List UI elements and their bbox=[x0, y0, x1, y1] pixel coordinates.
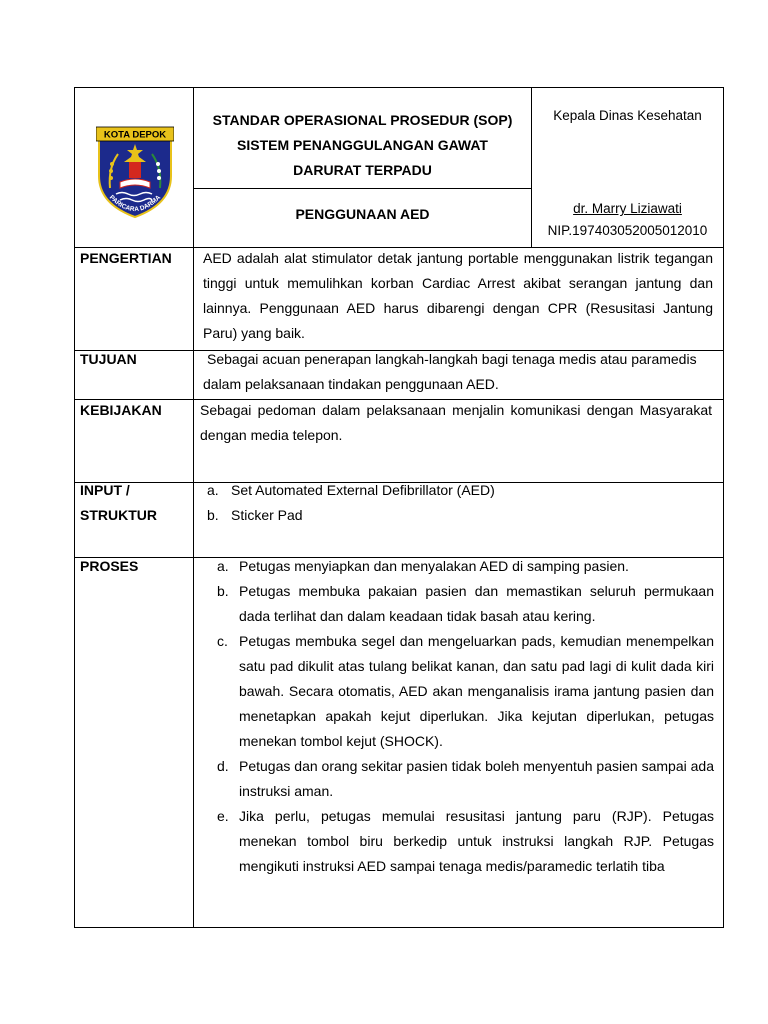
title-line-2: SISTEM PENANGGULANGAN GAWAT bbox=[237, 137, 488, 153]
table-border-top bbox=[74, 87, 724, 88]
input-list bbox=[201, 478, 711, 528]
label-proses: PROSES bbox=[80, 558, 139, 574]
table-border-right bbox=[723, 87, 724, 928]
list-item-text: Petugas menyiapkan dan menyalakan AED di samping pasien. bbox=[239, 558, 629, 574]
list-item bbox=[203, 579, 714, 629]
list-item-text: Sticker Pad bbox=[231, 507, 303, 523]
list-item-text: Petugas dan orang sekitar pasien tidak boleh menyentuh pasien sampai ada instruksi aman. bbox=[239, 758, 714, 799]
list-item bbox=[203, 554, 714, 579]
list-item-text: Set Automated External Defibrillator (AED) bbox=[231, 482, 495, 498]
logo-motto-text: PARICARA DARMA bbox=[107, 194, 163, 214]
label-pengertian: PENGERTIAN bbox=[80, 250, 172, 266]
list-item bbox=[203, 754, 714, 804]
table-border-bottom bbox=[74, 927, 724, 928]
text-pengertian: AED adalah alat stimulator detak jantung portable menggunakan listrik tegangan tinggi untuk memulihkan korban Cardiac Arrest akibat serangan jantung dan lainnya. Penggunaan AED harus dibarengi dengan CPR (Resusitasi Jantung Paru) yang baik. bbox=[203, 250, 713, 341]
list-item bbox=[201, 503, 711, 528]
list-marker: b. bbox=[207, 507, 219, 523]
document-subtitle: PENGGUNAAN AED bbox=[295, 206, 430, 222]
list-marker: a. bbox=[207, 482, 219, 498]
list-marker: e. bbox=[217, 808, 229, 824]
list-item-text: Jika perlu, petugas memulai resusitasi jantung paru (RJP). Petugas menekan tombol biru berkedip untuk instruksi langkah RJP. Petugas mengikuti instruksi AED sampai tenaga medis/paramedic terlatih tiba bbox=[239, 808, 714, 874]
list-marker: c. bbox=[217, 633, 228, 649]
label-tujuan: TUJUAN bbox=[80, 351, 137, 367]
label-kebijakan: KEBIJAKAN bbox=[80, 402, 162, 418]
list-item bbox=[203, 629, 714, 754]
kota-depok-emblem-icon bbox=[96, 124, 174, 220]
approver-name: dr. Marry Liziawati bbox=[573, 201, 682, 216]
list-marker: a. bbox=[217, 558, 229, 574]
list-item-text: Petugas membuka segel dan mengeluarkan pads, kemudian menempelkan satu pad dikulit atas tulang belikat kanan, dan satu pad lagi di kulit dada kiri bawah. Secara otomatis, AED akan menganalisis irama jantung pasien dan menetapkan apakah kejut diperlukan. Jika kejutan diperlukan, petugas menekan tombol kejut (SHOCK). bbox=[239, 633, 714, 749]
text-tujuan: Sebagai acuan penerapan langkah-langkah bagi tenaga medis atau paramedis dalam pelaksanaan tindakan penggunaan AED. bbox=[203, 351, 697, 392]
table-border-left bbox=[74, 87, 75, 928]
header-divider bbox=[193, 188, 531, 189]
approver-role: Kepala Dinas Kesehatan bbox=[553, 108, 702, 123]
document-title bbox=[194, 108, 531, 183]
kota-depok-logo bbox=[96, 124, 174, 220]
text-kebijakan: Sebagai pedoman dalam pelaksanaan menjalin komunikasi dengan Masyarakat dengan media telepon. bbox=[200, 402, 712, 443]
title-line-1: STANDAR OPERASIONAL PROSEDUR (SOP) bbox=[212, 112, 513, 128]
list-item bbox=[203, 804, 714, 879]
label-input: INPUT / bbox=[80, 482, 130, 498]
logo-banner-text: KOTA DEPOK bbox=[103, 129, 167, 141]
list-item bbox=[201, 478, 711, 503]
title-line-3: DARURAT TERPADU bbox=[293, 162, 432, 178]
list-marker: d. bbox=[217, 758, 229, 774]
approver-nip: NIP.197403052005012010 bbox=[547, 223, 708, 238]
list-marker: b. bbox=[217, 583, 229, 599]
list-item-text: Petugas membuka pakaian pasien dan memastikan seluruh permukaan dada terlihat dan dalam keadaan tidak basah atau kering. bbox=[239, 583, 714, 624]
label-struktur: STRUKTUR bbox=[80, 507, 157, 523]
proses-list bbox=[203, 554, 714, 879]
label-input-struktur bbox=[80, 478, 157, 528]
